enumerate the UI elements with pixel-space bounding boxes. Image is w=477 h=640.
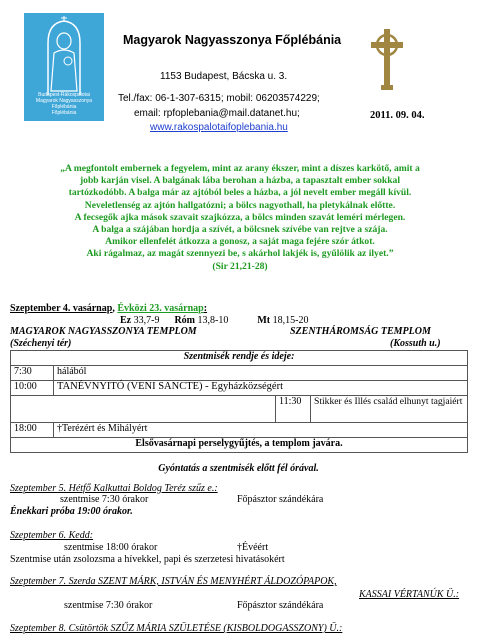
mass-intention: Főpásztor szándékára	[237, 494, 324, 505]
logo-caption	[24, 92, 104, 116]
sunday-date: Szeptember 4. vasárnap	[10, 303, 113, 314]
reading-ref: 18,15-20	[272, 315, 309, 326]
confession-note: Gyóntatás a szentmisék előtt fél órával.	[158, 463, 319, 474]
email-address: email: rpfoplebania@mail.datanet.hu;	[134, 108, 300, 119]
mass-time: szentmise 7:30 órakor	[64, 600, 153, 611]
quote-line: Aki rágalmaz, az magát szennyezi be, s akárhol lakjék is, gyűlölik az ilyet.”	[86, 248, 394, 260]
empty-cell	[11, 396, 276, 423]
quote-reference: (Sir 21,21-28)	[212, 260, 268, 272]
time-cell: 18:00	[11, 423, 54, 438]
day-note: Szentmise után zsolozsma a hívekkel, papi és szerzetesi hivatásokért	[10, 554, 285, 565]
logo-caption-line2: Magyarok Nagyasszonya Főplébánia	[35, 98, 93, 110]
table-header: Szentmisék rendje és ideje:	[11, 351, 468, 366]
table-row	[11, 423, 468, 438]
choir-note: Énekkari próba 19:00 órakor.	[10, 506, 133, 517]
time-cell: 10:00	[11, 381, 54, 396]
church-left: MAGYAROK NAGYASSZONYA TEMPLOM	[10, 326, 197, 337]
reading-ref: 13,8-10	[197, 315, 229, 326]
day-heading: Szeptember 7. Szerda SZENT MÁRK, ISTVÁN ÉS MENYHÉRT ÁLDOZÓPAPOK,	[10, 576, 337, 587]
website-link[interactable]: www.rakospalotaifoplebania.hu	[150, 122, 288, 133]
day-heading: Szeptember 8. Csütörtök SZŰZ MÁRIA SZÜLETÉSE (KISBOLDOGASSZONY) Ü.:	[10, 623, 343, 634]
church-right-sub: (Kossuth u.)	[390, 338, 441, 349]
mass-intention: Főpásztor szándékára	[237, 600, 324, 611]
sunday-name: Évközi 23. vasárnap	[117, 303, 204, 314]
mass-time: szentmise 7:30 órakor	[60, 494, 149, 505]
time-cell: 7:30	[11, 366, 54, 381]
intention-cell: hálából	[54, 366, 468, 381]
quote-line: „A megfontolt embernek a fegyelem, mint az arany ékszer, mint a díszes karkötő, amit a	[60, 163, 420, 174]
day-heading: Szeptember 5. Hétfő Kalkuttai Boldog Teréz szűz e.:	[10, 483, 218, 494]
mass-time: szentmise 18:00 órakor	[64, 542, 158, 553]
time-cell: 11:30	[276, 396, 311, 423]
reading-label: Róm	[174, 315, 196, 326]
bulletin-date: 2011. 09. 04.	[370, 110, 425, 121]
mass-intention: †Évéért	[237, 542, 269, 553]
mass-schedule-table	[10, 350, 468, 453]
intention-cell: TANÉVNYITÓ (VENI SANCTE) - Egyházközségért	[54, 381, 468, 396]
quote-line: A fecsegők ajka mások szavait szajkózza, a bölcs minden szavát leméri mérlegen.	[74, 211, 406, 223]
table-footer-row	[11, 438, 468, 453]
church-title: Magyarok Nagyasszonya Főplébánia	[123, 33, 342, 47]
quote-line: A balga a szájában hordja a szívét, a bölcsnek szívébe van rejtve a szája.	[92, 224, 388, 236]
scripture-quote	[10, 163, 470, 273]
sunday-sep: ,	[112, 303, 118, 314]
collection-note: Elsővasárnapi perselygyűjtés, a templom javára.	[11, 438, 468, 453]
table-header-row	[11, 351, 468, 366]
logo-caption-line3: Főplébánia	[51, 110, 77, 116]
reading-ref: 33,7-9	[133, 315, 160, 326]
quote-line: jobb karján visel. A balgának lába berohan a házba, a tapasztalt ember sokkal	[79, 175, 401, 187]
table-row	[11, 381, 468, 396]
day-heading: Szeptember 6. Kedd:	[10, 530, 94, 541]
readings	[120, 315, 308, 326]
reading-label: Mt	[257, 315, 271, 326]
reading-label: Ez	[120, 315, 132, 326]
intention-cell: Stikker és Illés család elhunyt tagjaiért	[311, 396, 468, 423]
sunday-heading	[10, 303, 207, 314]
table-row	[11, 396, 468, 423]
address: 1153 Budapest, Bácska u. 3.	[160, 71, 288, 82]
table-row	[11, 366, 468, 381]
day-heading-cont: KASSAI VÉRTANÚK Ü.:	[359, 589, 460, 600]
celtic-cross-icon	[367, 27, 407, 91]
quote-line: Amikor ellenfelét átkozza a gonosz, a saját maga fejére szór átkot.	[105, 236, 375, 248]
intention-cell: †Terézért és Mihályért	[54, 423, 468, 438]
phone-fax: Tel./fax: 06-1-307-6315; mobil: 06203574229;	[118, 93, 320, 104]
quote-line: Neveletlenség az ajtón hallgatózni; a bölcs nagyothall, ha pletykálnak előtte.	[84, 199, 396, 211]
quote-line: tartózkodóbb. A balga már az ajtóból beles a házba, a jól nevelt ember megáll kívül.	[68, 187, 412, 199]
sunday-colon: :	[203, 303, 208, 314]
logo-caption-line1: Budapest-Rákospalotai	[38, 92, 90, 98]
church-left-sub: (Széchenyi tér)	[10, 338, 72, 349]
church-right: SZENTHÁROMSÁG TEMPLOM	[290, 326, 431, 337]
